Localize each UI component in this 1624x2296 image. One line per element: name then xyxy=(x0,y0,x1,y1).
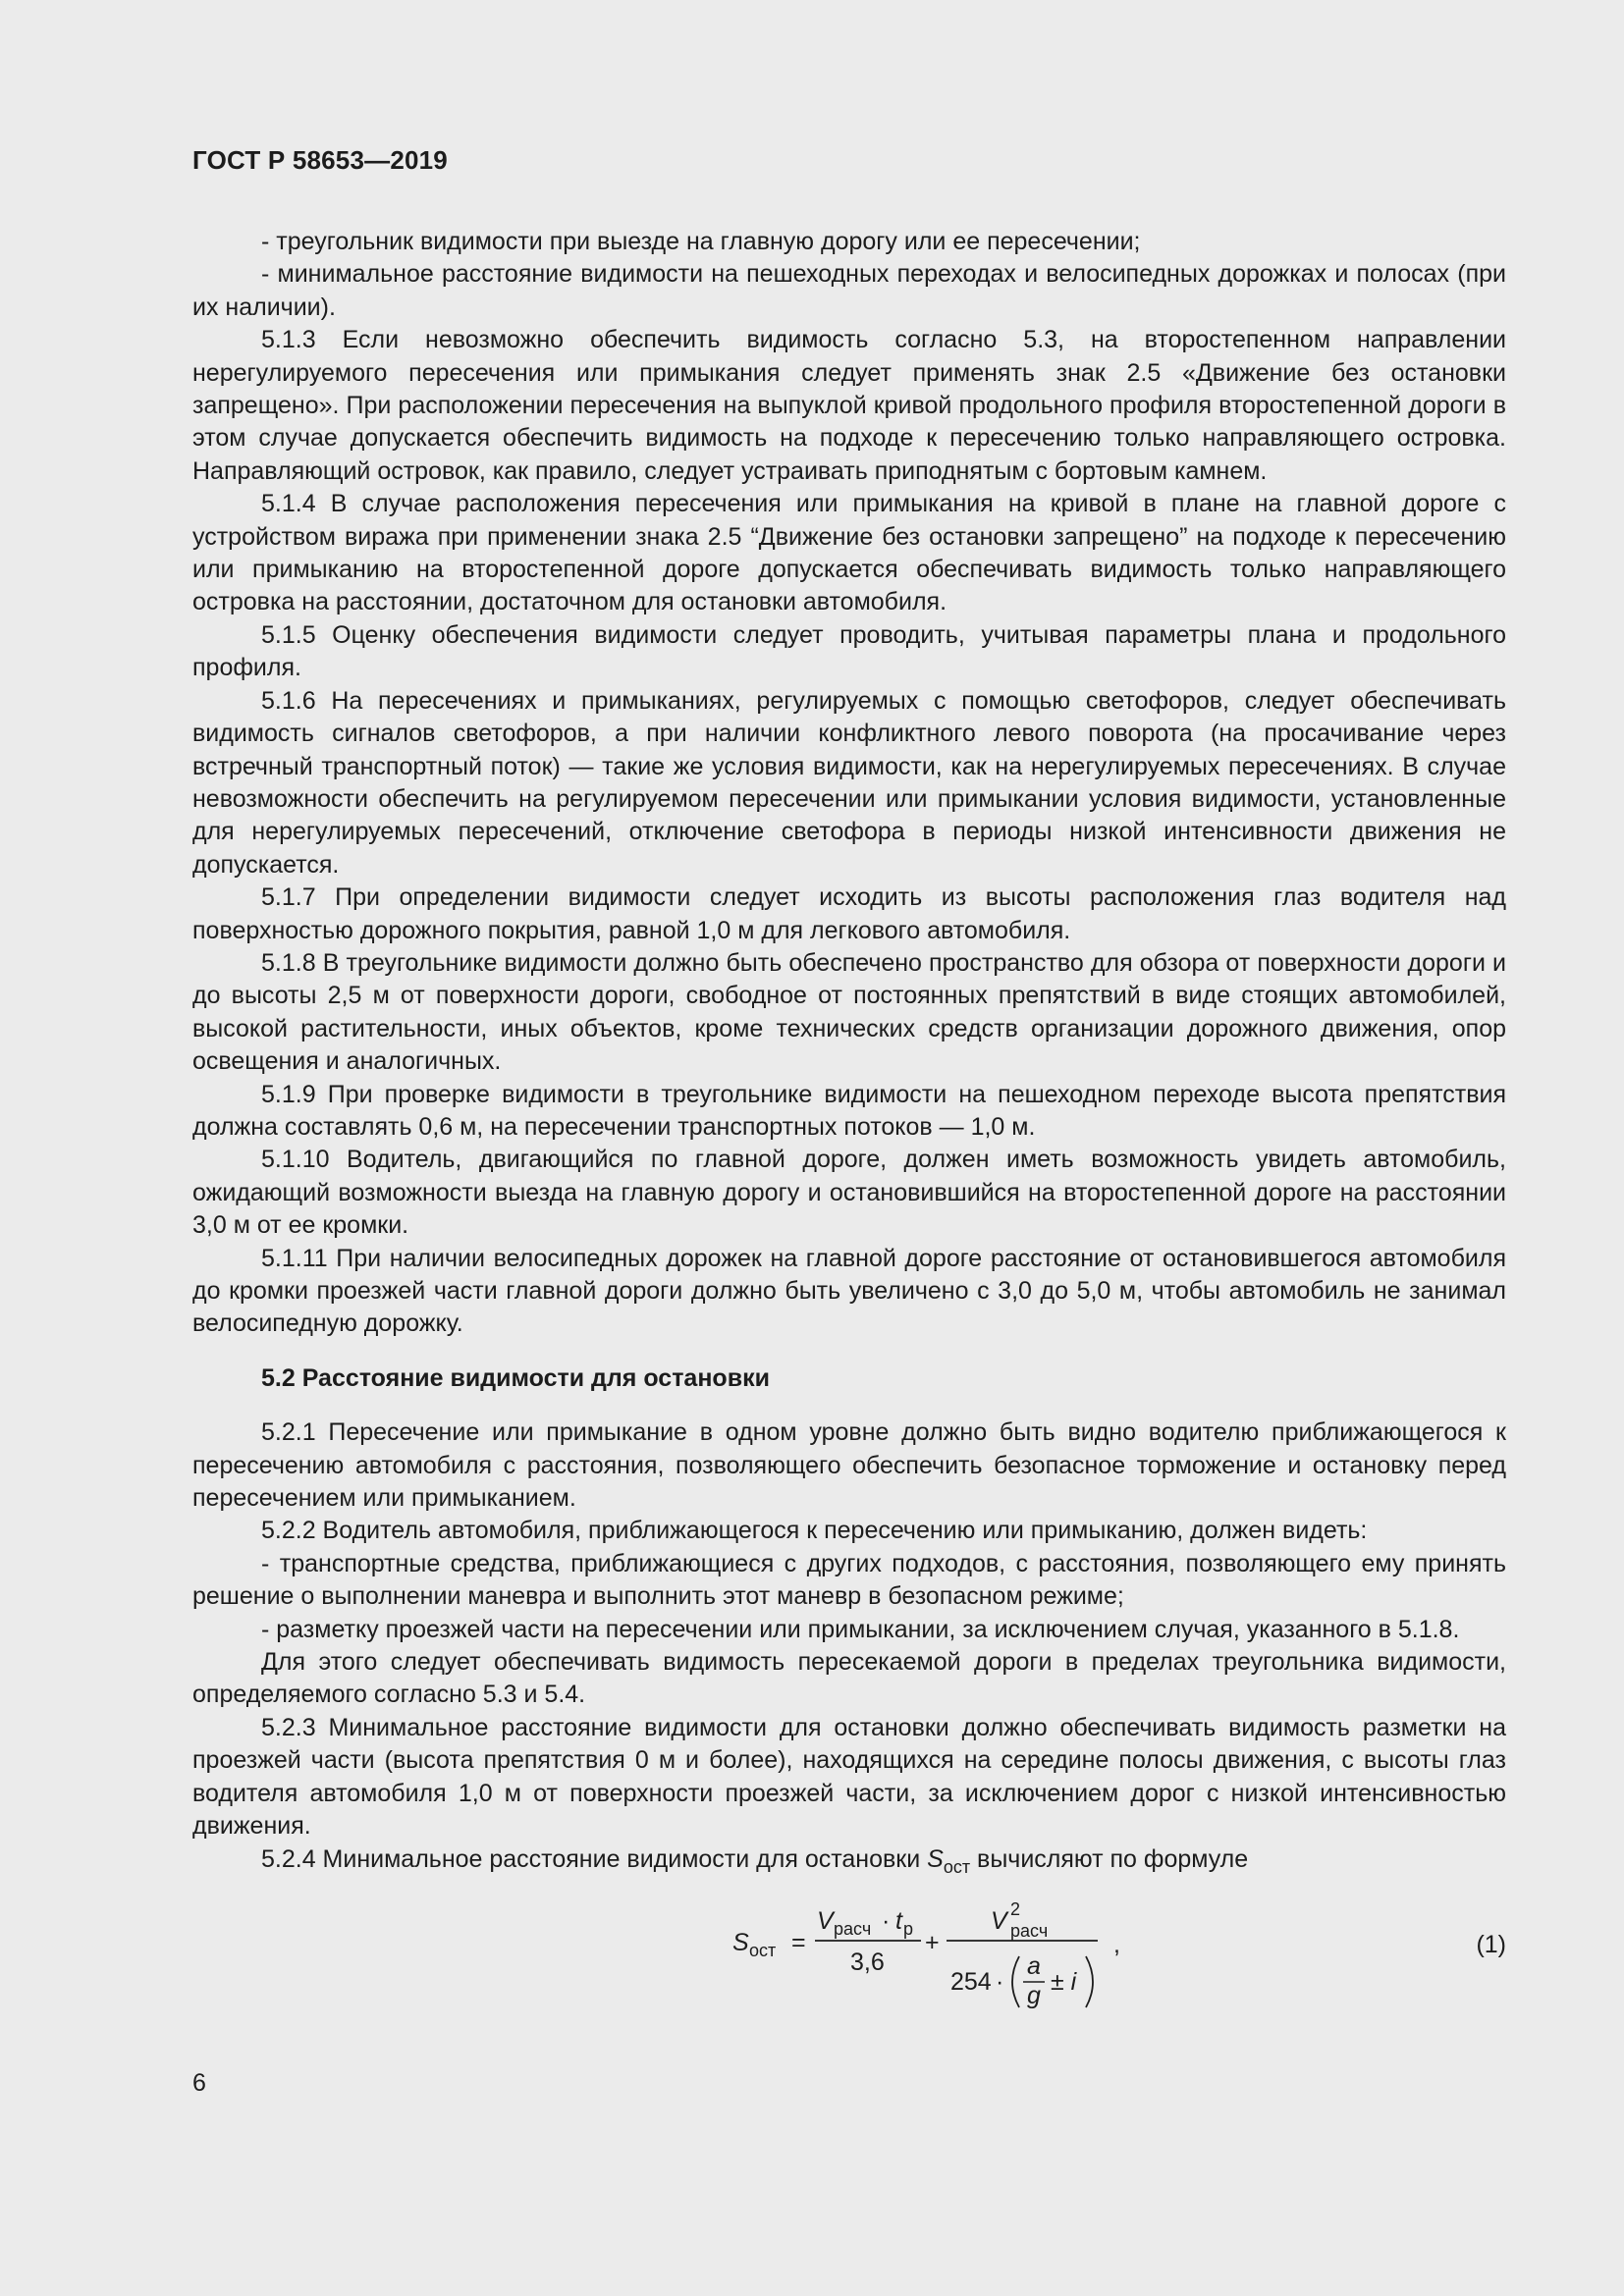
clause-5-1-6: 5.1.6 На пересечениях и примыканиях, регулируемых с помощью светофоров, следует обеспечивать видимость сигналов светофоров, а при наличии конфликтного левого поворота (на просачивание через встречный транспортный поток) — такие же условия видимости, как на нерегулируемых пересечениях. В случае невозможности обеспечить на регулируемом пересечении или примыкании условия видимости, установленные для нерегулируемых пересечений, отключение светофора в периоды низкой интенсивности движения не допускается. xyxy=(192,686,1506,879)
document-body xyxy=(192,226,1506,2019)
formula-intro-text-end: вычисляют по формуле xyxy=(970,1844,1249,1873)
formula-g: g xyxy=(1027,1981,1041,2009)
formula-denominator-1: 3,6 xyxy=(850,1948,885,1976)
formula-v2: V xyxy=(991,1906,1007,1935)
section-heading: 5.2 Расстояние видимости для остановки xyxy=(261,1363,770,1392)
equation-number: (1) xyxy=(1476,1930,1506,1958)
list-item: - треугольник видимости при выезде на главную дорогу или ее пересечении; xyxy=(261,228,1141,255)
clause-5-1-8: 5.1.8 В треугольнике видимости должно быть обеспечено пространство для обзора от поверхности дороги и до высоты 2,5 м от поверхности дороги, свободное от постоянных препятствий в виде стоящих автомобилей, высокой растительности, иных объектов, кроме технических средств организации дорожного движения, опор освещения и аналогичных. xyxy=(192,948,1506,1076)
page-number: 6 xyxy=(192,2069,206,2097)
formula-t-sub: р xyxy=(903,1918,914,1939)
formula-pm-i: ± i xyxy=(1051,1967,1077,1996)
clause-5-1-5: 5.1.5 Оценку обеспечения видимости следует проводить, учитывая параметры плана и продольного профиля. xyxy=(192,620,1506,682)
clause-5-1-4: 5.1.4 В случае расположения пересечения или примыкания на кривой в плане на главной дороге с устройством виража при применении знака 2.5 “Движение без остановки запрещено” на подходе к пересечению или примыканию на второстепенной дороге допускается обеспечивать видимость только направляющего островка на расстоянии, достаточном для остановки автомобиля. xyxy=(192,490,1506,616)
formula-254: 254 xyxy=(950,1967,992,1996)
formula-v2-sup: 2 xyxy=(1010,1898,1021,1919)
formula-intro-text: 5.2.4 Минимальное расстояние видимости для остановки xyxy=(261,1844,928,1873)
formula-comma: , xyxy=(1113,1930,1120,1958)
list-item: - транспортные средства, приближающиеся с других подходов, с расстояния, позволяющего ему принять решение о выполнении маневра и выполнить этот маневр в безопасном режиме; xyxy=(192,1549,1506,1611)
right-paren xyxy=(1086,1956,1093,2007)
formula-intro-subscript: ост xyxy=(943,1856,971,1877)
clause-5-1-9: 5.1.9 При проверке видимости в треугольнике видимости на пешеходном переходе высота препятствия должна составлять 0,6 м, на пересечении транспортных потоков — 1,0 м. xyxy=(192,1080,1506,1141)
formula-v-sub: расч xyxy=(834,1918,872,1939)
document-header: ГОСТ Р 58653—2019 xyxy=(192,145,448,175)
formula-row xyxy=(192,1892,1506,2019)
formula-v2-sub: расч xyxy=(1010,1920,1049,1941)
clause-5-1-7: 5.1.7 При определении видимости следует исходить из высоты расположения глаз водителя над поверхностью дорожного покрытия, равной 1,0 м для легкового автомобиля. xyxy=(192,883,1506,944)
clause-5-1-11: 5.1.11 При наличии велосипедных дорожек на главной дороге расстояние от остановившегося автомобиля до кромки проезжей части главной дороги должно быть увеличено с 3,0 до 5,0 м, чтобы автомобиль не занимал велосипедную дорожку. xyxy=(192,1244,1506,1338)
clause-5-2-3: 5.2.3 Минимальное расстояние видимости для остановки должно обеспечивать видимость разметки на проезжей части (высота препятствия 0 м и более), находящихся на середине полосы движения, с высоты глаз водителя автомобиля 1,0 м от поверхности проезжей части, за исключением дорог с низкой интенсивностью движения. xyxy=(192,1713,1506,1841)
clause-5-2-4 xyxy=(192,1843,1506,1884)
formula-lhs: S xyxy=(732,1928,749,1956)
formula-t: t xyxy=(895,1906,902,1935)
list-item: - разметку проезжей части на пересечении или примыкании, за исключением случая, указанного в 5.1.8. xyxy=(261,1615,1460,1643)
clause-5-1-10: 5.1.10 Водитель, двигающийся по главной дороге, должен иметь возможность увидеть автомобиль, ожидающий возможности выезда на главную дорогу и остановившийся на второстепенной дороге на расстоянии 3,0 м от ее кромки. xyxy=(192,1146,1506,1240)
formula xyxy=(732,1892,1145,2019)
list-item: - минимальное расстояние видимости на пешеходных переходах и велосипедных дорожках и полосах (при их наличии). xyxy=(192,260,1506,321)
paragraph: Для этого следует обеспечивать видимость пересекаемой дороги в пределах треугольника видимости, определяемого согласно 5.3 и 5.4. xyxy=(192,1648,1506,1709)
clause-5-2-1: 5.2.1 Пересечение или примыкание в одном уровне должно быть видно водителю приближающегося к пересечению автомобиля с расстояния, позволяющего обеспечить безопасное торможение и остановку перед пересечением или примыканием. xyxy=(192,1418,1506,1513)
formula-equals: = xyxy=(791,1928,806,1956)
formula-v: V xyxy=(817,1906,834,1935)
left-paren xyxy=(1012,1956,1019,2007)
formula-dot-2: · xyxy=(996,1967,1004,1996)
formula-plus: + xyxy=(925,1928,940,1956)
formula-a: a xyxy=(1027,1951,1041,1980)
formula-dot: · xyxy=(882,1906,891,1935)
clause-5-1-3: 5.1.3 Если невозможно обеспечить видимость согласно 5.3, на второстепенном направлении нерегулируемого пересечения или примыкания следует применять знак 2.5 «Движение без остановки запрещено». При расположении пересечения на выпуклой кривой продольного профиля второстепенной дороги в этом случае допускается обеспечить видимость на подходе к пересечению только направляющего островка. Направляющий островок, как правило, следует устраивать приподнятым с бортовым камнем. xyxy=(192,326,1506,485)
clause-5-2-2: 5.2.2 Водитель автомобиля, приближающегося к пересечению или примыканию, должен видеть: xyxy=(261,1517,1368,1545)
formula-intro-symbol: S xyxy=(927,1844,944,1873)
formula-lhs-sub: ост xyxy=(749,1940,777,1960)
